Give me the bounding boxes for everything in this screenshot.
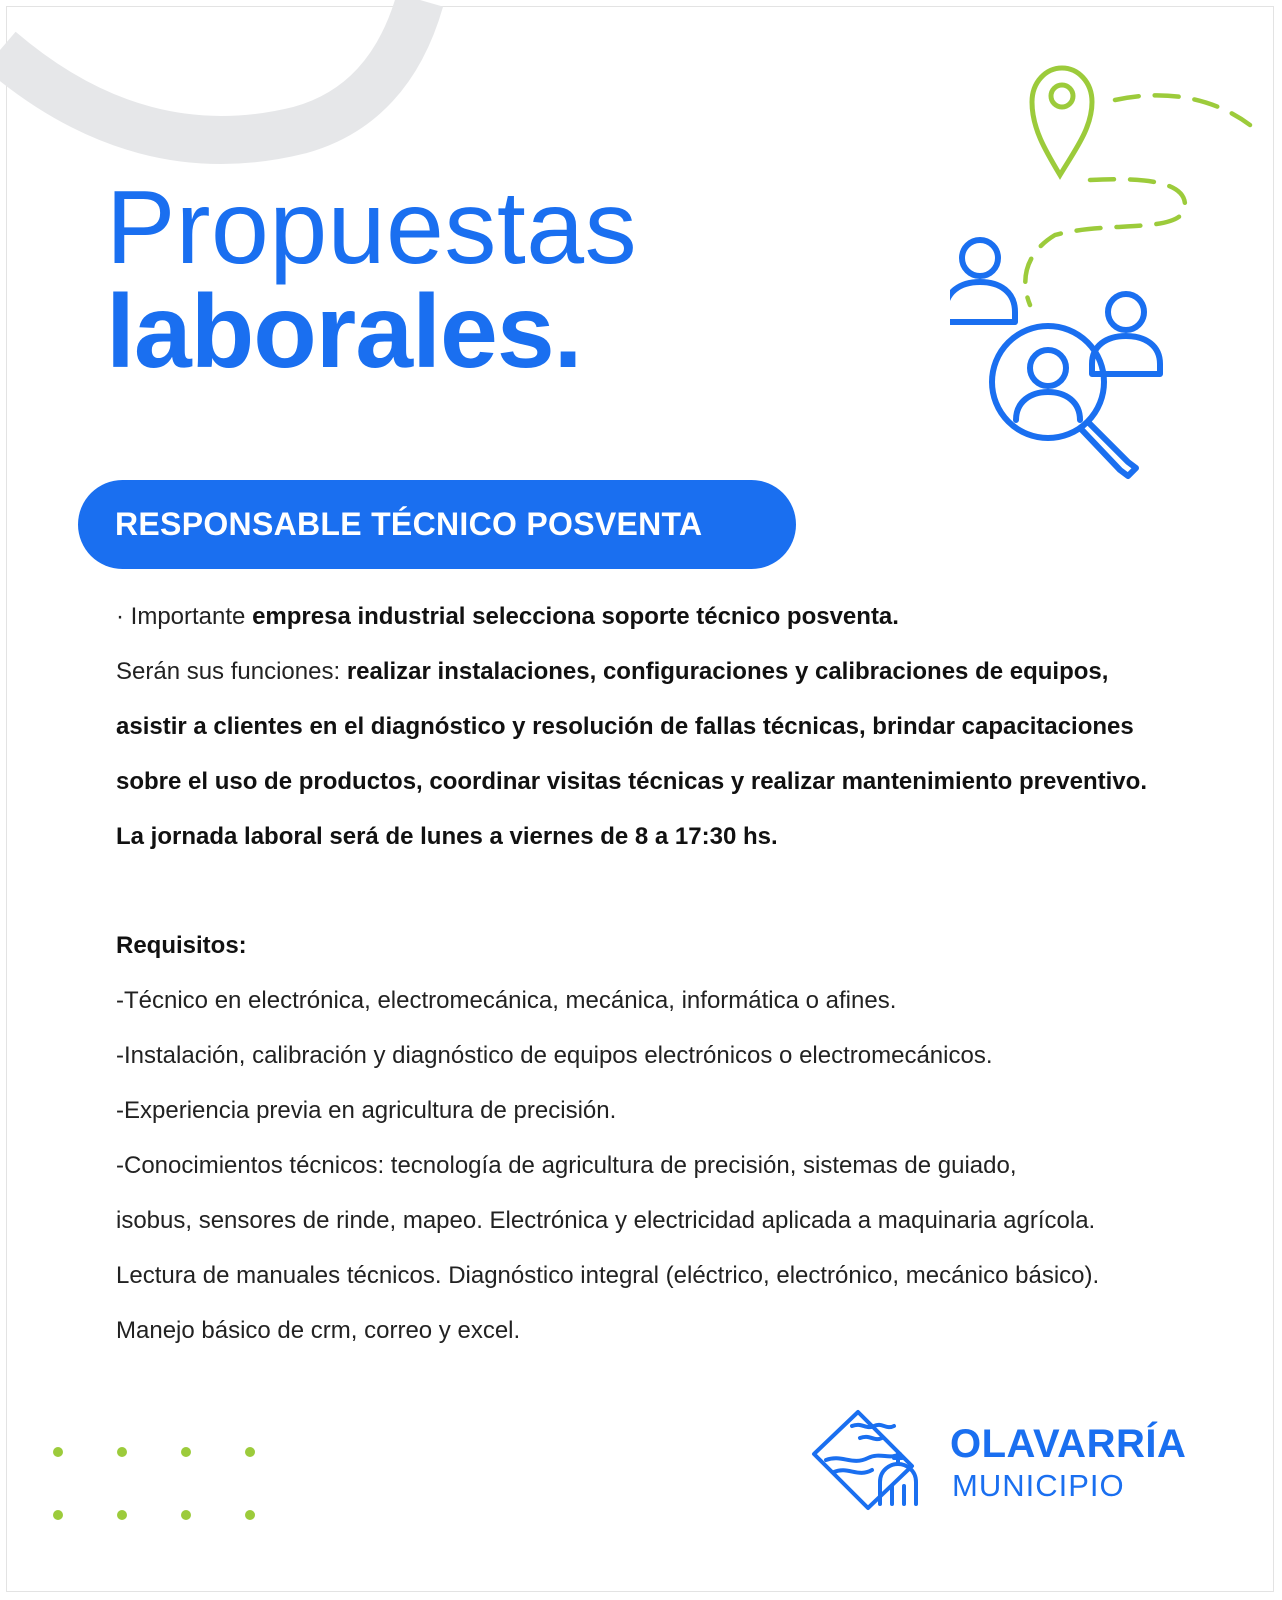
- description-line-5: La jornada laboral será de lunes a viernes de 8 a 17:30 hs.: [116, 823, 778, 850]
- person-icon-left: [950, 240, 1015, 322]
- requirements-heading: Requisitos:: [116, 932, 247, 959]
- map-pin-icon: [1032, 68, 1092, 175]
- municipio-logo-name: OLAVARRÍA: [950, 1422, 1187, 1466]
- job-description: [116, 596, 1236, 1365]
- description-line-3: asistir a clientes en el diagnóstico y resolución de fallas técnicas, brindar capacitaciones: [116, 713, 1134, 740]
- title-line-1: Propuestas: [106, 170, 638, 286]
- municipio-logo-subtitle: MUNICIPIO: [952, 1468, 1125, 1503]
- requirement-item: -Instalación, calibración y diagnóstico de equipos electrónicos o electromecánicos.: [116, 1042, 993, 1069]
- description-line-1: · Importante empresa industrial selecciona soporte técnico posventa.: [116, 603, 899, 630]
- description-line-4: sobre el uso de productos, coordinar visitas técnicas y realizar mantenimiento preventivo.: [116, 768, 1147, 795]
- magnifier-search-icon: [992, 326, 1136, 476]
- decorative-arc: [0, 0, 460, 170]
- decorative-dot-grid: [44, 1440, 274, 1520]
- requirement-item: isobus, sensores de rinde, mapeo. Electrónica y electricidad aplicada a maquinaria agrícola.: [116, 1207, 1096, 1234]
- requirement-item: Manejo básico de crm, correo y excel.: [116, 1317, 521, 1344]
- description-line-2: Serán sus funciones: realizar instalaciones, configuraciones y calibraciones de equipos,: [116, 658, 1109, 685]
- requirement-item: Lectura de manuales técnicos. Diagnóstico integral (eléctrico, electrónico, mecánico básico).: [116, 1262, 1100, 1289]
- page-title: [106, 170, 638, 390]
- requirement-item: -Técnico en electrónica, electromecánica, mecánica, informática o afines.: [116, 987, 897, 1014]
- title-line-2: laborales.: [106, 274, 582, 390]
- candidate-search-illustration: [950, 60, 1270, 490]
- municipio-logo-icon: [808, 1404, 938, 1514]
- dashed-route-line: [1025, 95, 1250, 305]
- requirement-item: -Conocimientos técnicos: tecnología de agricultura de precisión, sistemas de guiado,: [116, 1152, 1017, 1179]
- requirement-item: -Experiencia previa en agricultura de precisión.: [116, 1097, 617, 1124]
- job-title-badge: RESPONSABLE TÉCNICO POSVENTA: [78, 480, 796, 569]
